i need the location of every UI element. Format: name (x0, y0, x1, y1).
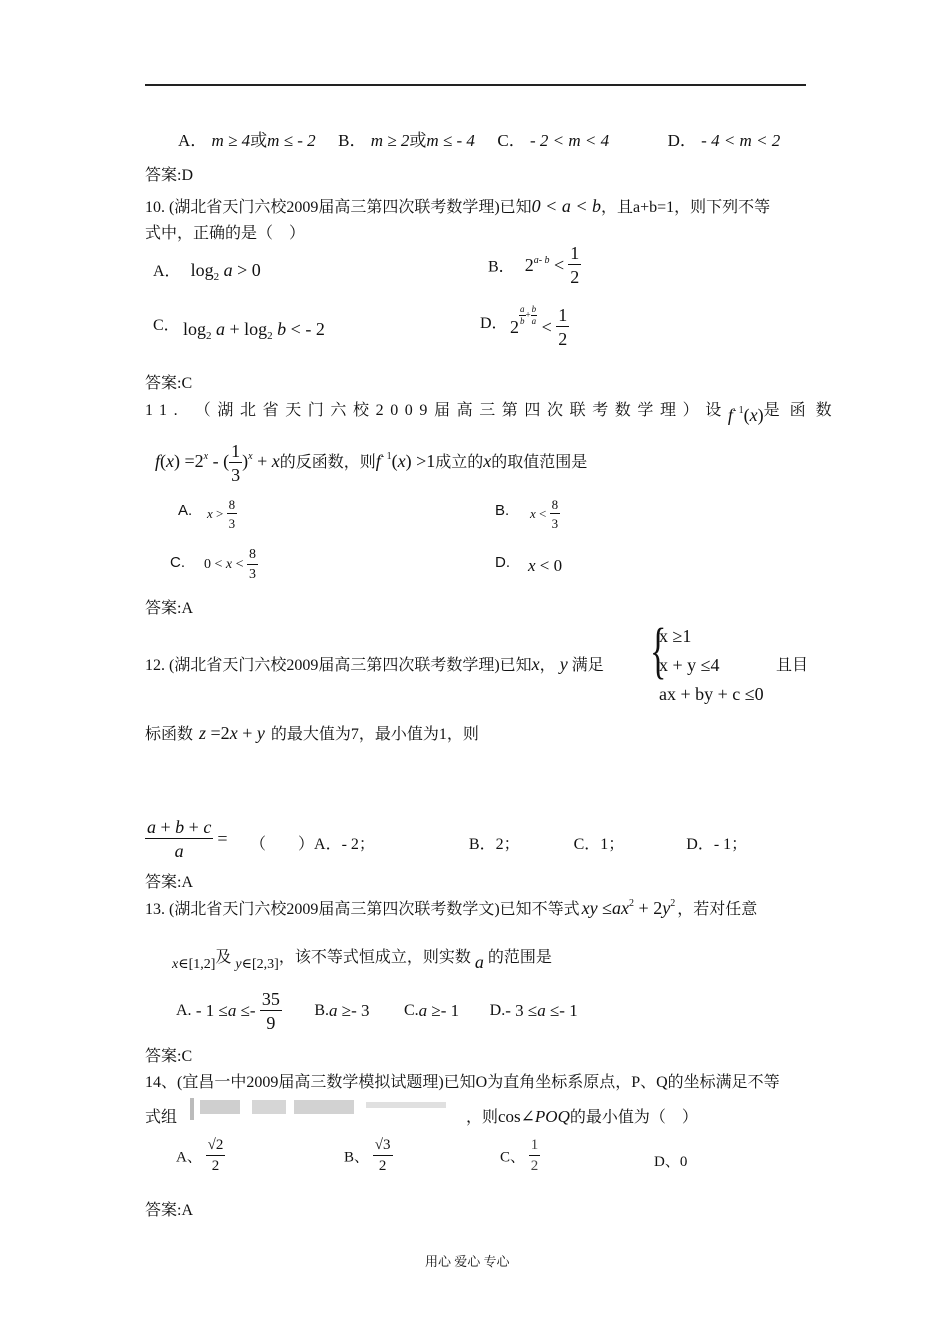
q11-stem-2: $f(x) =2^x$ - ( $\frac{1}{3}$ )$^x$ + x的反函数，则$f^{- 1}(x) >1$成立的x的取值范围是 (155, 441, 588, 485)
q14-answer: 答案:A (145, 1202, 194, 1219)
q14-stem-2-label: 式组 (145, 1109, 178, 1126)
q10-option-c: $\log_2 a + \log_2 b$ < - 2 (183, 319, 325, 342)
q11-option-a: x > $\frac{8}{3}$ (207, 497, 236, 531)
q14-option-b: B、 $\frac{√3}{2}$ (344, 1137, 391, 1174)
q10-option-b: B． $2^{a- b}$ < $\frac{1}{2}$ (488, 243, 580, 287)
q11-option-b-label: B. (495, 502, 510, 519)
q12-stem: 12. (湖北省天门六校2009届高三第四次联考数学理)已知x， y 满足 (145, 654, 604, 674)
q9-answer: 答案:D (145, 167, 194, 184)
q13-options: A. - 1 ≤a ≤- $\frac{35}{9}$ B.a ≥- 3 C.a ≥- 1 D.- 3 ≤a ≤- 1 (176, 989, 578, 1033)
q11-option-d-label: D. (495, 554, 510, 571)
q12-system-3: ax + by + c ≤0 (659, 684, 764, 704)
q9-options: A． m ≥ 4或m ≤ - 2 B． m ≥ 2或m ≤ - 4 C． - 2 < m < 4 D． - 4 < m < 2 (178, 131, 781, 150)
q11-option-b: x < $\frac{8}{3}$ (530, 497, 559, 531)
q11-option-c-label: C. (170, 554, 185, 571)
q10-stem: 10. (湖北省天门六校2009届高三第四次联考数学理)已知0 < a < b，且a+b=1，则下列不等 (145, 196, 771, 216)
header-rule (145, 84, 806, 86)
q14-option-a: A、 $\frac{√2}{2}$ (176, 1137, 224, 1174)
q11-answer: 答案:A (145, 600, 194, 617)
q12-options: （ ）A．- 2； B．2； C．1； D．- 1； (250, 836, 748, 853)
q14-option-c: C、 $\frac{1}{2}$ (500, 1137, 539, 1174)
page-footer: 用心 爱心 专心 (425, 1254, 510, 1269)
q10-answer: 答案:C (145, 375, 193, 392)
q14-inequality-image (190, 1100, 460, 1122)
q11-option-d: x < 0 (528, 556, 563, 575)
q10-option-d-label: D． (480, 315, 508, 332)
q12-brace: { (650, 617, 667, 685)
q13-answer: 答案:C (145, 1048, 193, 1065)
q10-option-a: A． $\log_2 a > 0$ (153, 260, 261, 283)
q13-stem: 13. (湖北省天门六校2009届高三第四次联考数学文)已知不等式 xy $\le ax^2 + 2y^2$ ，若对任意 (145, 898, 758, 918)
q12-system-1: x ≥1 (659, 626, 692, 646)
q12-answer: 答案:A (145, 874, 194, 891)
q11-stem: 11. （湖北省天门六校2009届高三第四次联考数学理）设 $f^{- 1}(x)$ 是函数 (145, 402, 842, 425)
q14-option-d: D、0 (654, 1154, 688, 1170)
q10-option-c-label: C． (153, 317, 180, 334)
q11-option-c: 0 < x < $\frac{8}{3}$ (204, 547, 257, 582)
q12-stem-2: 标函数 z =2x + y 的最大值为7，最小值为1，则 (145, 723, 479, 743)
q13-stem-2: x∈[1,2]及 y∈[2,3]，该不等式恒成立，则实数 a 的范围是 (172, 949, 552, 972)
q11-option-a-label: A. (178, 502, 193, 519)
q14-stem: 14、(宜昌一中2009届高三数学模拟试题理)已知O为直角坐标系原点，P、Q的坐标满足不等 (145, 1074, 780, 1091)
q12-system-2: x + y ≤4 (659, 655, 720, 675)
q10-stem-2: 式中，正确的是（ ） (145, 225, 306, 242)
q10-option-d: 2 $\frac{a}{b}$ + $\frac{b}{a}$ < $\frac{1}{2}$ (510, 304, 568, 350)
q14-stem-2: ，则cos∠POQ的最小值为（ ） (466, 1107, 698, 1126)
q12-stem-cont: 且目 (776, 657, 809, 674)
q12-fraction: $\frac{a + b + c}{a}$ = (147, 817, 228, 861)
